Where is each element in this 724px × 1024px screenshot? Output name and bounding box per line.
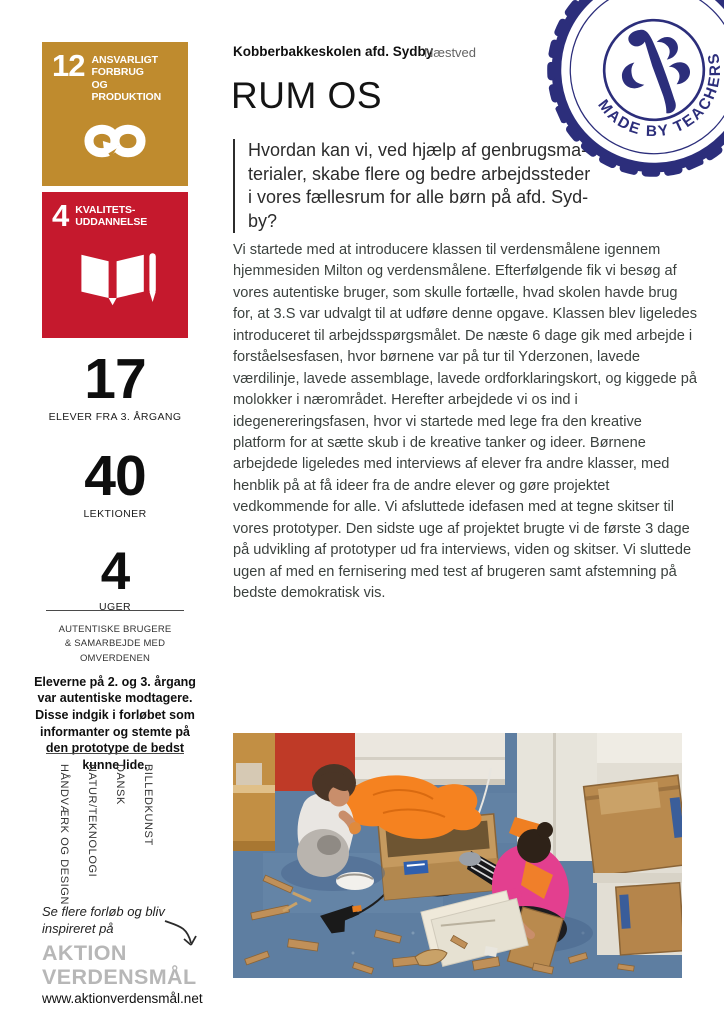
sdg12-title: ANSVARLIGT FORBRUG OG PRODUKTION bbox=[91, 54, 162, 104]
authentic-users-text: Eleverne på 2. og 3. årgang var autentiske modtagere. Disse indgik i forløbet som informanter og stemte på den prototype de bedst kunne lide. bbox=[34, 674, 196, 772]
footer-tagline: Se flere forløb og bliv inspireret på bbox=[42, 904, 165, 936]
divider bbox=[46, 610, 184, 611]
authentic-users-heading: AUTENTISKE BRUGERE & SAMARBEJDE MED OMVERDENEN bbox=[58, 624, 172, 664]
sdg4-number: 4 bbox=[52, 198, 69, 233]
website-url[interactable]: www.aktionverdensmål.net bbox=[42, 991, 203, 1006]
sdg4-badge bbox=[42, 192, 188, 338]
stats-panel bbox=[42, 347, 188, 638]
stat-value: 17 bbox=[84, 347, 146, 411]
subject-item: DANSK bbox=[114, 764, 126, 805]
stat-label: LEKTIONER bbox=[83, 508, 147, 520]
subject-item: HÅNDVÆRK OG DESIGN bbox=[58, 764, 70, 905]
stamp-text: MADE BY TEACHERS bbox=[594, 50, 724, 141]
stat-label: ELEVER FRA 3. ÅRGANG bbox=[48, 411, 182, 423]
subject-item: BILLEDKUNST bbox=[142, 764, 154, 846]
divider bbox=[46, 753, 184, 754]
open-book-icon bbox=[67, 243, 163, 313]
project-question: Hvordan kan vi, ved hjælp af genbrugsma- terialer, skabe flere og bedre arbejdssteder i vores fællesrum for alle børn på afd. Syd- by? bbox=[233, 139, 590, 233]
infinity-arrow-icon bbox=[63, 113, 167, 169]
project-description: Vi startede med at introducere klassen til verdensmålene igennem hjemmesiden Milton og verdensmålene. Efterfølgende fik vi besøg af vores autentiske bruger, som skulle fortælle, hvad skolen havde brug for, at 3.S var udvalgt til at udføre denne opgave. Klassen blev ligeledes introduceret til arbejdsspørgsmålet. De næste 6 dage gik med arbejde i forståelsesfasen, hvor børnene var på tur til Yderzonen, lavede værdilinje, lavede assemblage, lavede ordforklaringskort, og kiggede på molokker i nærområdet. Herefter arbejdede vi os ind i idegenereringsfasen, hvor vi startede med lege fra den kreative platform for at sætte skub i de kreative tanker og ideer. Børnene arbejdede ligeledes med interviews af elever fra andre klasser, med henblik på at få ideer fra de andre elever og gøre projektet vedkommende for alle. Vi afsluttede idefasen med at tegne skitser til vores prototyper. Den sidste uge af projektet brugte vi de første 3 dage på udvikling af prototyper ud fra interviews, viden og skitser. Vi sluttede ugen af med en fernisering med test af brugeren samt afstemning på bedste demokratisk vis. bbox=[233, 242, 698, 601]
subjects-list bbox=[58, 764, 154, 905]
brand-logo-text: AKTION VERDENSMÅL bbox=[42, 941, 197, 989]
school-name: Kobberbakkeskolen afd. Sydby bbox=[233, 44, 434, 59]
sdg12-badge bbox=[42, 42, 188, 186]
subject-item: NATUR/TEKNOLOGI bbox=[86, 764, 98, 878]
project-photo bbox=[233, 733, 682, 978]
authentic-users-section bbox=[34, 623, 196, 774]
page-title: RUM OS bbox=[231, 75, 382, 116]
stat-label: UGER bbox=[99, 601, 131, 613]
stat-value: 4 bbox=[100, 542, 130, 601]
stat-weeks bbox=[42, 542, 188, 613]
stat-value: 40 bbox=[84, 444, 146, 508]
stat-lessons bbox=[42, 444, 188, 520]
stat-students bbox=[42, 347, 188, 423]
sdg12-number: 12 bbox=[52, 48, 85, 83]
city-name: Næstved bbox=[424, 45, 477, 60]
sdg4-title: KVALITETS- UDDANNELSE bbox=[75, 204, 148, 229]
